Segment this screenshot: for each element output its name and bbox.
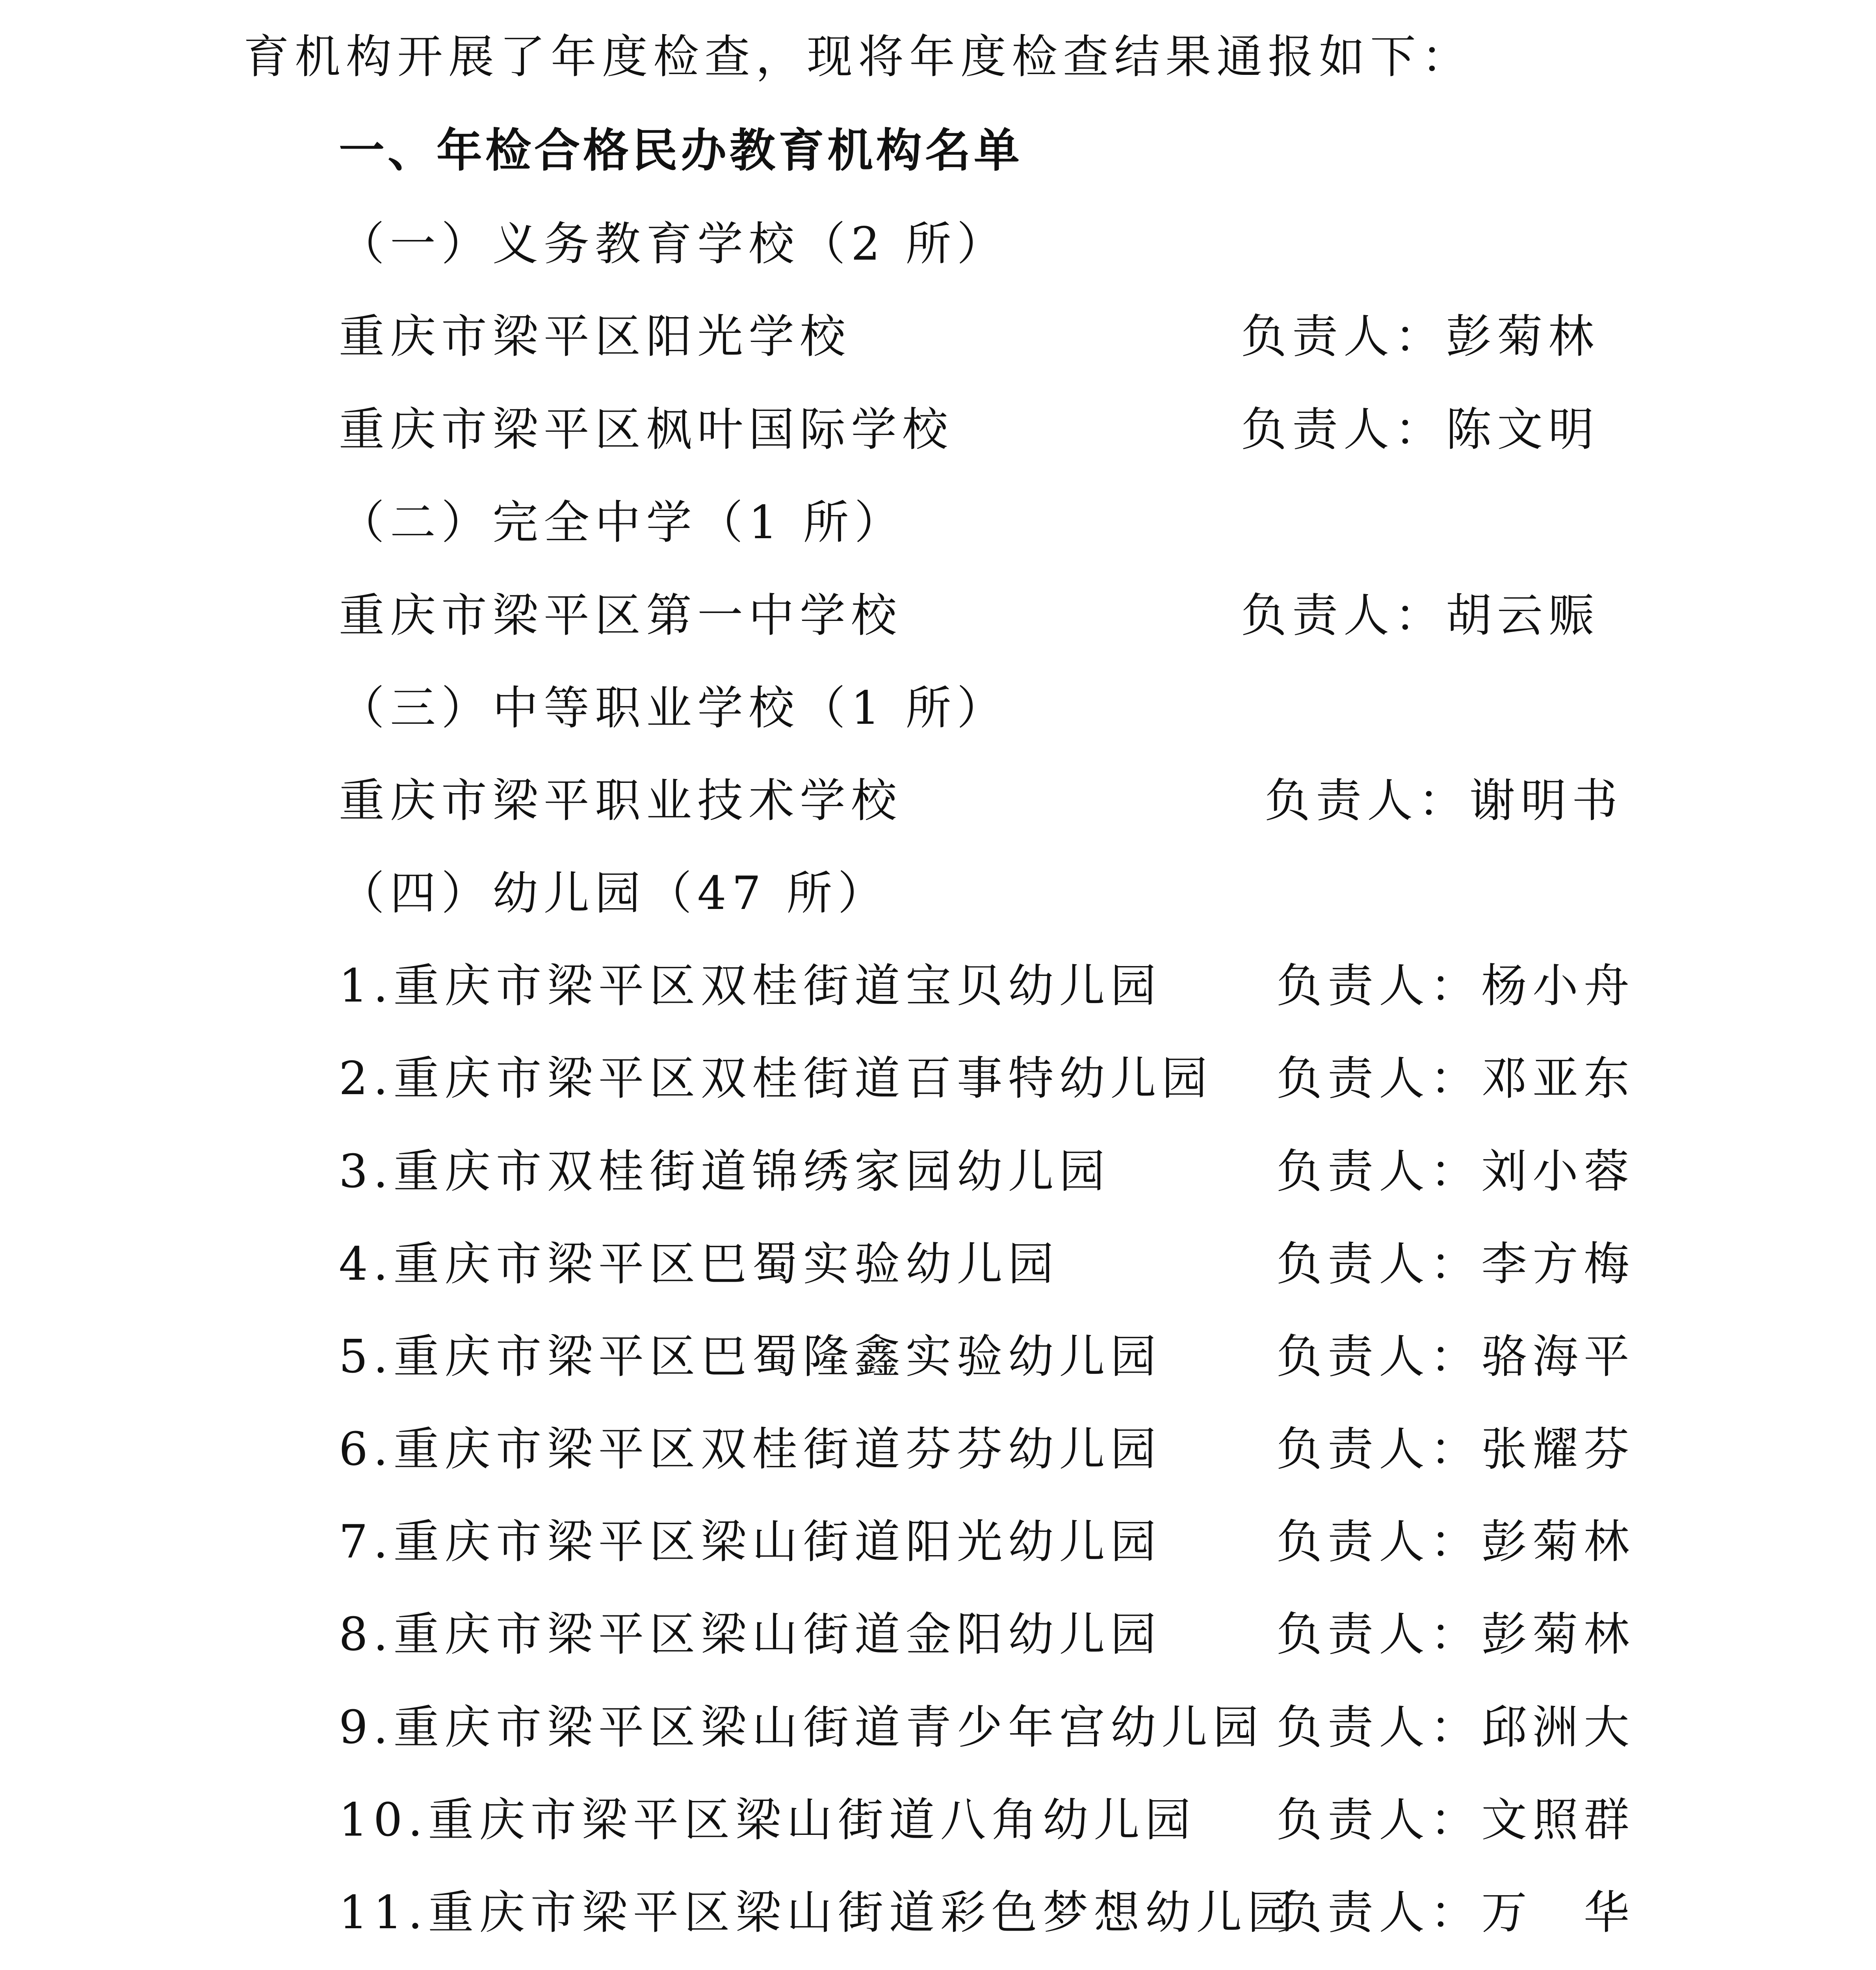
institution-name: 重庆市梁平区阳光学校 — [339, 310, 851, 363]
responsible-label: 负责人： — [1241, 310, 1446, 363]
institution-name: 8.重庆市梁平区梁山街道金阳幼儿园 — [339, 1608, 1162, 1661]
institution-name: 1.重庆市梁平区双桂街道宝贝幼儿园 — [339, 959, 1162, 1013]
responsible-label: 负责人： — [1276, 1330, 1481, 1383]
responsible-person: 邓亚东 — [1481, 1052, 1635, 1105]
responsible-entry — [1276, 957, 1635, 1016]
responsible-label: 负责人： — [1276, 959, 1481, 1013]
group-title: （四）幼儿园（47 所） — [339, 867, 889, 920]
responsible-person: 万 华 — [1481, 1886, 1635, 1939]
responsible-person: 陈文明 — [1446, 403, 1599, 456]
responsible-label: 负责人： — [1276, 1701, 1481, 1754]
responsible-label: 负责人： — [1276, 1886, 1481, 1939]
institution-name: 重庆市梁平区枫叶国际学校 — [339, 403, 953, 456]
responsible-entry — [1276, 1883, 1635, 1942]
responsible-entry — [1241, 586, 1599, 645]
responsible-entry — [1276, 1791, 1635, 1850]
responsible-label: 负责人： — [1276, 1052, 1481, 1105]
institution-name: 6.重庆市梁平区双桂街道芬芬幼儿园 — [339, 1423, 1162, 1476]
responsible-person: 谢明书 — [1469, 774, 1623, 827]
section-title: 一、年检合格民办教育机构名单 — [339, 124, 1023, 177]
responsible-entry — [1276, 1605, 1635, 1664]
responsible-entry — [1276, 1513, 1635, 1572]
responsible-label: 负责人： — [1276, 1423, 1481, 1476]
institution-name: 2.重庆市梁平区双桂街道百事特幼儿园 — [339, 1052, 1213, 1105]
responsible-label: 负责人： — [1276, 1145, 1481, 1198]
institution-name: 重庆市梁平职业技术学校 — [339, 774, 902, 827]
institution-name: 4.重庆市梁平区巴蜀实验幼儿园 — [339, 1238, 1059, 1291]
responsible-person: 邱洲大 — [1481, 1701, 1635, 1754]
responsible-entry — [1276, 1420, 1635, 1479]
responsible-label: 负责人： — [1276, 1515, 1481, 1569]
responsible-entry — [1241, 400, 1599, 459]
responsible-person: 彭菊林 — [1446, 310, 1599, 363]
responsible-entry — [1265, 771, 1623, 831]
institution-name: 5.重庆市梁平区巴蜀隆鑫实验幼儿园 — [339, 1330, 1162, 1383]
responsible-label: 负责人： — [1265, 774, 1469, 827]
institution-name: 重庆市梁平区第一中学校 — [339, 589, 902, 642]
responsible-person: 刘小蓉 — [1481, 1145, 1635, 1198]
responsible-person: 骆海平 — [1481, 1330, 1635, 1383]
responsible-label: 负责人： — [1276, 1608, 1481, 1661]
responsible-person: 彭菊林 — [1481, 1608, 1635, 1661]
responsible-person: 彭菊林 — [1481, 1515, 1635, 1569]
institution-name: 3.重庆市双桂街道锦绣家园幼儿园 — [339, 1145, 1111, 1198]
responsible-person: 文照群 — [1481, 1793, 1635, 1847]
intro-text: 育机构开展了年度检查，现将年度检查结果通报如下： — [243, 30, 1473, 84]
responsible-entry — [1276, 1327, 1635, 1386]
responsible-entry — [1276, 1142, 1635, 1201]
responsible-entry — [1276, 1235, 1635, 1294]
responsible-entry — [1276, 1698, 1635, 1757]
institution-name: 9.重庆市梁平区梁山街道青少年宫幼儿园 — [339, 1701, 1264, 1754]
institution-name: 11.重庆市梁平区梁山街道彩色梦想幼儿园 — [339, 1886, 1299, 1939]
institution-name: 10.重庆市梁平区梁山街道八角幼儿园 — [339, 1793, 1196, 1847]
group-title: （一）义务教育学校（2 所） — [339, 217, 1008, 271]
responsible-entry — [1241, 307, 1599, 366]
group-title: （二）完全中学（1 所） — [339, 496, 906, 549]
responsible-label: 负责人： — [1276, 1238, 1481, 1291]
group-title: （三）中等职业学校（1 所） — [339, 682, 1008, 735]
responsible-entry — [1276, 1049, 1635, 1108]
responsible-label: 负责人： — [1276, 1793, 1481, 1847]
responsible-label: 负责人： — [1241, 589, 1446, 642]
institution-name: 7.重庆市梁平区梁山街道阳光幼儿园 — [339, 1515, 1162, 1569]
responsible-person: 杨小舟 — [1481, 959, 1635, 1013]
responsible-person: 张耀芬 — [1481, 1423, 1635, 1476]
responsible-person: 李方梅 — [1481, 1238, 1635, 1291]
responsible-label: 负责人： — [1241, 403, 1446, 456]
responsible-person: 胡云赈 — [1446, 589, 1599, 642]
